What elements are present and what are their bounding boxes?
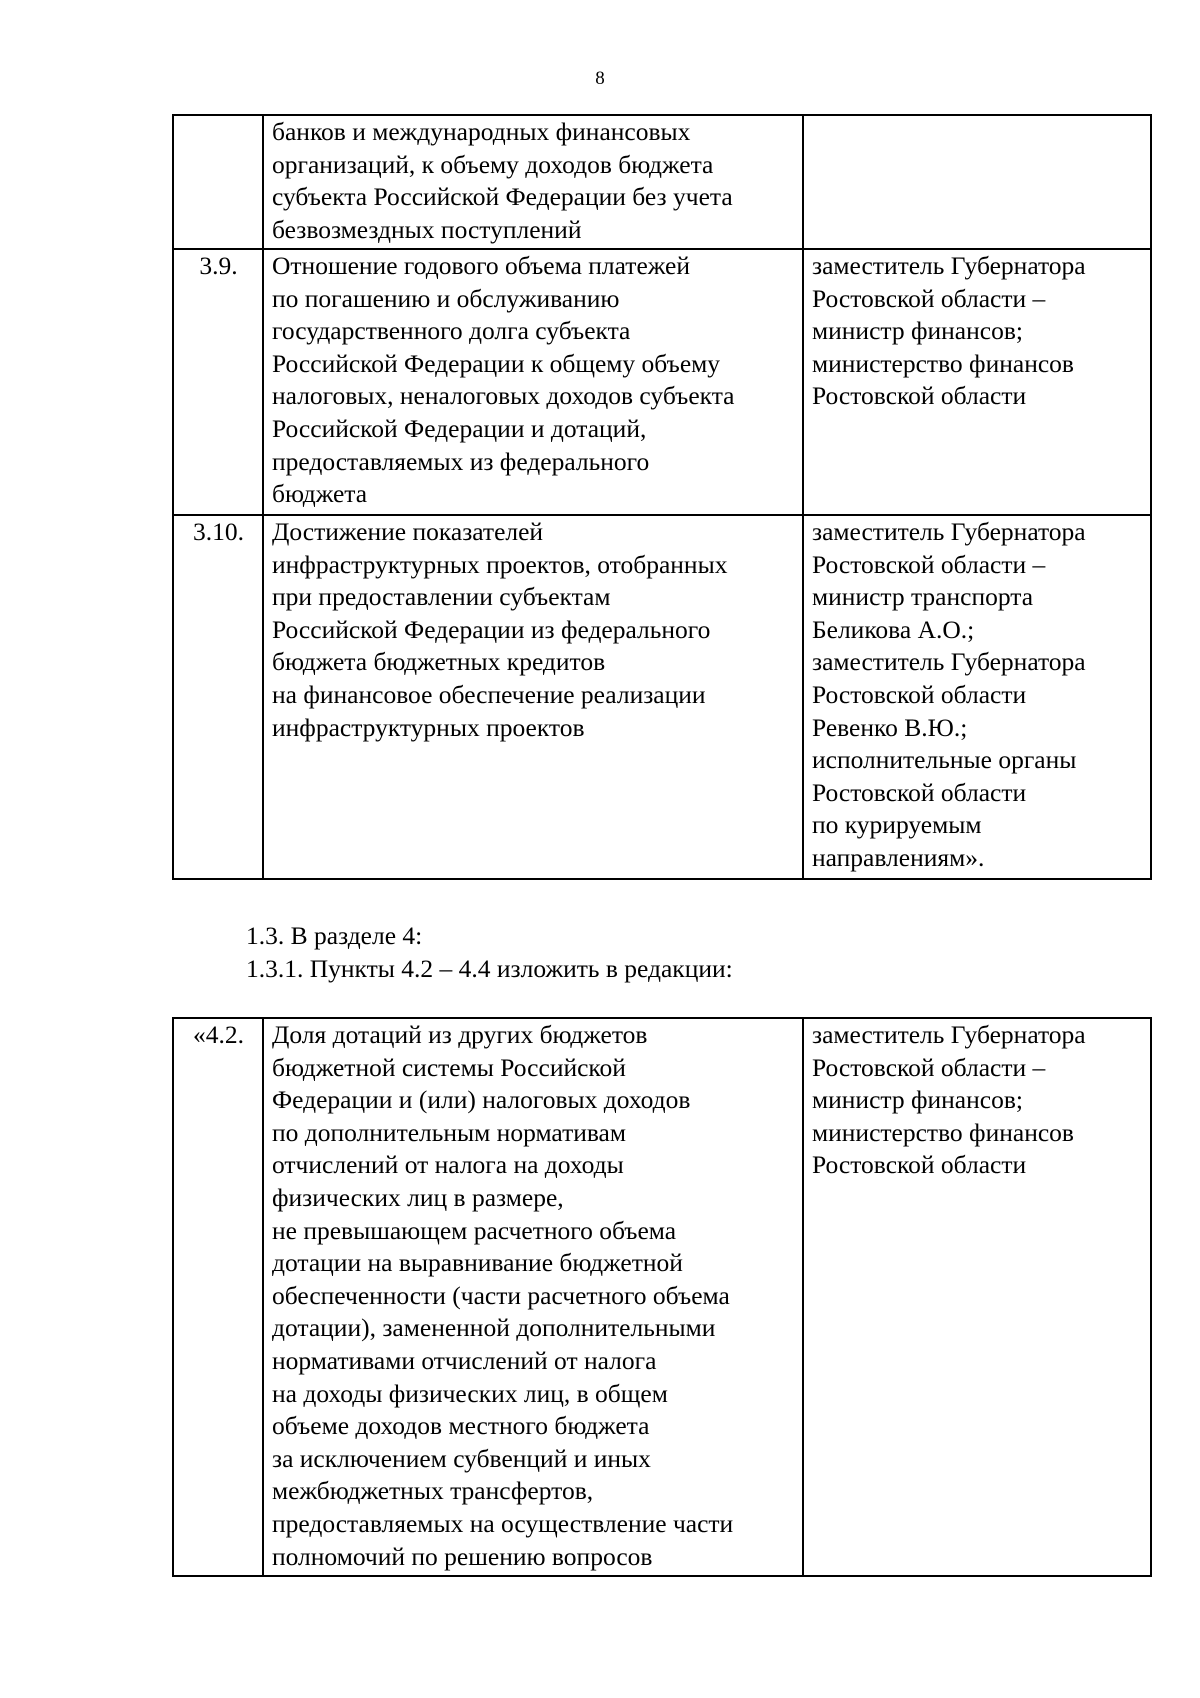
responsible-text-line: Ростовской области (812, 679, 1027, 709)
responsible-text-line: направлениям». (812, 842, 985, 872)
indicator-text-line: бюджета (272, 479, 368, 509)
responsible-text-line: Ростовской области – (812, 283, 1046, 313)
indicator-name-cell (263, 115, 803, 249)
responsible-text-line: Ростовской области (812, 777, 1027, 807)
indicator-text-line: полномочий по решению вопросов (272, 1541, 653, 1571)
indicator-text-line: Российской Федерации и дотаций, (272, 413, 647, 443)
table-row (173, 249, 1151, 515)
indicator-text-line: дотации на выравнивание бюджетной (272, 1248, 683, 1278)
responsible-text-line: министр финансов; (812, 1085, 1023, 1115)
section-paragraph: 1.3.1. Пункты 4.2 – 4.4 изложить в редакции: (246, 954, 733, 983)
indicator-text-line: инфраструктурных проектов, отобранных (272, 549, 728, 579)
row-number-cell (173, 115, 263, 249)
indicator-text-line: отчислений от налога на доходы (272, 1150, 624, 1180)
responsible-text-line: Ревенко В.Ю.; (812, 712, 968, 742)
indicator-text-line: Российской Федерации из федерального (272, 614, 711, 644)
row-number-cell: 3.9. (173, 249, 263, 515)
indicator-text-line: бюджета бюджетных кредитов (272, 647, 606, 677)
indicator-text-line: физических лиц в размере, (272, 1182, 564, 1212)
indicator-text-line: банков и международных финансовых (272, 117, 691, 146)
responsible-text-line: Ростовской области (812, 1150, 1027, 1180)
indicator-text-line: обеспеченности (части расчетного объема (272, 1280, 730, 1310)
indicator-text-line: инфраструктурных проектов (272, 712, 585, 742)
responsible-text-line: исполнительные органы (812, 745, 1077, 775)
indicators-table-new-edition (172, 1017, 1152, 1577)
responsible-cell (803, 515, 1151, 879)
indicator-text-line: по дополнительным нормативам (272, 1117, 627, 1147)
responsible-text-line: министерство финансов (812, 348, 1074, 378)
indicator-text-line: не превышающем расчетного объема (272, 1215, 677, 1245)
table-row (173, 115, 1151, 249)
indicator-text-line: по погашению и обслуживанию (272, 283, 620, 313)
responsible-text-line: Ростовской области – (812, 1052, 1046, 1082)
responsible-text-line: Беликова А.О.; (812, 614, 975, 644)
indicator-text-line: межбюджетных трансфертов, (272, 1476, 594, 1506)
table-row (173, 1018, 1151, 1576)
indicator-text-line: Отношение годового объема платежей (272, 251, 691, 280)
indicator-text-line: субъекта Российской Федерации без учета (272, 182, 733, 212)
indicator-text-line: бюджетной системы Российской (272, 1052, 626, 1082)
responsible-text-line: по курируемым (812, 810, 982, 840)
page-number: 8 (595, 68, 605, 89)
indicator-text-line: государственного долга субъекта (272, 316, 631, 346)
indicator-text-line: при предоставлении субъектам (272, 582, 611, 612)
indicator-name-cell (263, 515, 803, 879)
section-paragraph: 1.3. В разделе 4: (246, 921, 423, 950)
responsible-cell (803, 115, 1151, 249)
responsible-text-line: министерство финансов (812, 1117, 1074, 1147)
indicator-name-cell (263, 1018, 803, 1576)
table-row (173, 515, 1151, 879)
responsible-cell (803, 249, 1151, 515)
indicator-text-line: объеме доходов местного бюджета (272, 1411, 650, 1441)
responsible-text-line: министр финансов; (812, 316, 1023, 346)
responsible-text-line: Ростовской области – (812, 549, 1046, 579)
indicator-text-line: предоставляемых на осуществление части (272, 1508, 734, 1538)
indicator-text-line: Российской Федерации к общему объему (272, 348, 721, 378)
indicator-text-line: за исключением субвенций и иных (272, 1443, 651, 1473)
row-number-cell: 3.10. (173, 515, 263, 879)
indicator-text-line: Доля дотаций из других бюджетов (272, 1020, 648, 1049)
indicator-text-line: Федерации и (или) налоговых доходов (272, 1085, 691, 1115)
indicator-name-cell (263, 249, 803, 515)
indicator-text-line: предоставляемых из федерального (272, 446, 650, 476)
indicators-table-continued (172, 114, 1152, 880)
responsible-text-line: заместитель Губернатора (812, 647, 1086, 677)
row-number-cell: «4.2. (173, 1018, 263, 1576)
indicator-text-line: на доходы физических лиц, в общем (272, 1378, 668, 1408)
indicator-text-line: налоговых, неналоговых доходов субъекта (272, 381, 735, 411)
indicator-text-line: дотации), замененной дополнительными (272, 1313, 716, 1343)
indicator-text-line: на финансовое обеспечение реализации (272, 679, 706, 709)
indicator-text-line: безвозмездных поступлений (272, 214, 582, 244)
responsible-text-line: министр транспорта (812, 582, 1034, 612)
responsible-cell (803, 1018, 1151, 1576)
indicator-text-line: Достижение показателей (272, 517, 544, 546)
indicator-text-line: нормативами отчислений от налога (272, 1345, 657, 1375)
responsible-text-line: заместитель Губернатора (812, 517, 1086, 546)
responsible-text-line: заместитель Губернатора (812, 1020, 1086, 1049)
responsible-text-line: заместитель Губернатора (812, 251, 1086, 280)
indicator-text-line: организаций, к объему доходов бюджета (272, 149, 714, 179)
responsible-text-line: Ростовской области (812, 381, 1027, 411)
